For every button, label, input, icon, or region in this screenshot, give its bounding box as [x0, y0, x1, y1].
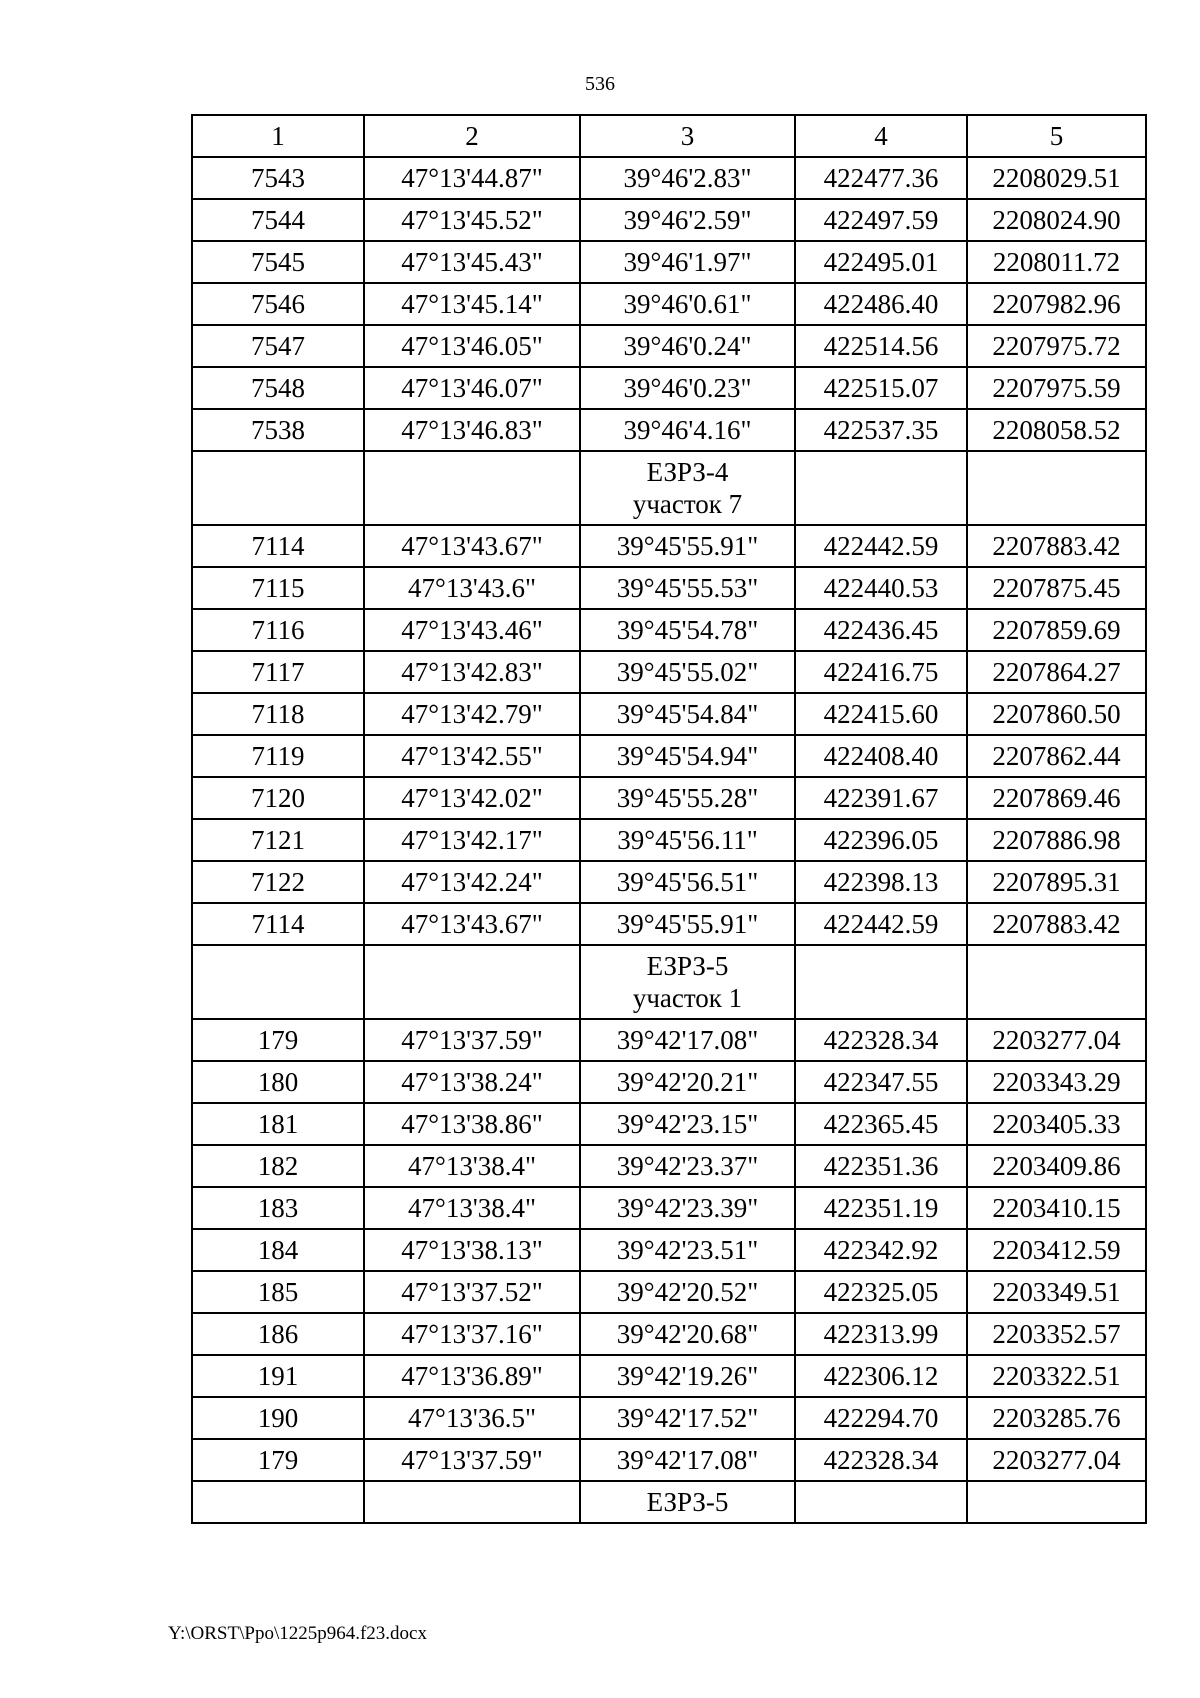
- latitude-cell: 47°13'36.89": [364, 1355, 580, 1397]
- header-cell: 3: [580, 115, 795, 157]
- table-row: [192, 1103, 1146, 1145]
- table-row: [192, 567, 1146, 609]
- empty-cell: [192, 945, 364, 1019]
- latitude-cell: 47°13'37.59": [364, 1019, 580, 1061]
- longitude-cell: 39°46'4.16": [580, 409, 795, 451]
- section-row: [192, 945, 1146, 1019]
- y-coordinate-cell: 2203352.57: [967, 1313, 1146, 1355]
- footer-file-path: Y:\ORST\Ppo\1225p964.f23.docx: [168, 1623, 427, 1644]
- table-row: [192, 777, 1146, 819]
- x-coordinate-cell: 422325.05: [795, 1271, 967, 1313]
- x-coordinate-cell: 422436.45: [795, 609, 967, 651]
- section-plot-label: участок 7: [632, 489, 743, 519]
- table-row: [192, 157, 1146, 199]
- y-coordinate-cell: 2203277.04: [967, 1019, 1146, 1061]
- table-row: [192, 1061, 1146, 1103]
- longitude-cell: 39°45'55.53": [580, 567, 795, 609]
- empty-cell: [795, 945, 967, 1019]
- longitude-cell: 39°46'1.97": [580, 241, 795, 283]
- latitude-cell: 47°13'38.24": [364, 1061, 580, 1103]
- table-row: [192, 199, 1146, 241]
- y-coordinate-cell: 2203410.15: [967, 1187, 1146, 1229]
- longitude-cell: 39°42'20.52": [580, 1271, 795, 1313]
- longitude-cell: 39°42'20.21": [580, 1061, 795, 1103]
- point-number-cell: 7118: [192, 693, 364, 735]
- x-coordinate-cell: 422495.01: [795, 241, 967, 283]
- header-cell: 1: [192, 115, 364, 157]
- y-coordinate-cell: 2207864.27: [967, 651, 1146, 693]
- section-zone-label: ЕЗРЗ-5: [646, 951, 729, 981]
- table-row: [192, 1355, 1146, 1397]
- latitude-cell: 47°13'38.4": [364, 1187, 580, 1229]
- longitude-cell: 39°45'55.91": [580, 525, 795, 567]
- longitude-cell: 39°42'23.15": [580, 1103, 795, 1145]
- x-coordinate-cell: 422313.99: [795, 1313, 967, 1355]
- x-coordinate-cell: 422306.12: [795, 1355, 967, 1397]
- y-coordinate-cell: 2203412.59: [967, 1229, 1146, 1271]
- y-coordinate-cell: 2203322.51: [967, 1355, 1146, 1397]
- longitude-cell: 39°45'56.51": [580, 861, 795, 903]
- section-plot-label: участок 1: [632, 983, 743, 1013]
- table-row: [192, 651, 1146, 693]
- longitude-cell: 39°42'17.52": [580, 1397, 795, 1439]
- x-coordinate-cell: 422477.36: [795, 157, 967, 199]
- x-coordinate-cell: 422408.40: [795, 735, 967, 777]
- latitude-cell: 47°13'42.17": [364, 819, 580, 861]
- latitude-cell: 47°13'38.86": [364, 1103, 580, 1145]
- y-coordinate-cell: 2207886.98: [967, 819, 1146, 861]
- longitude-cell: 39°46'0.24": [580, 325, 795, 367]
- longitude-cell: 39°42'20.68": [580, 1313, 795, 1355]
- section-zone-label: ЕЗРЗ-5: [646, 1487, 729, 1517]
- point-number-cell: 7120: [192, 777, 364, 819]
- header-cell: 5: [967, 115, 1146, 157]
- point-number-cell: 7543: [192, 157, 364, 199]
- x-coordinate-cell: 422328.34: [795, 1019, 967, 1061]
- y-coordinate-cell: 2207860.50: [967, 693, 1146, 735]
- x-coordinate-cell: 422365.45: [795, 1103, 967, 1145]
- point-number-cell: 7538: [192, 409, 364, 451]
- x-coordinate-cell: 422351.19: [795, 1187, 967, 1229]
- longitude-cell: 39°45'56.11": [580, 819, 795, 861]
- table-body: [192, 157, 1146, 1523]
- point-number-cell: 7116: [192, 609, 364, 651]
- latitude-cell: 47°13'43.67": [364, 525, 580, 567]
- longitude-cell: 39°46'0.23": [580, 367, 795, 409]
- latitude-cell: 47°13'42.83": [364, 651, 580, 693]
- point-number-cell: 7119: [192, 735, 364, 777]
- point-number-cell: 184: [192, 1229, 364, 1271]
- point-number-cell: 181: [192, 1103, 364, 1145]
- empty-cell: [967, 1481, 1146, 1523]
- point-number-cell: 7548: [192, 367, 364, 409]
- point-number-cell: 7114: [192, 525, 364, 567]
- y-coordinate-cell: 2203277.04: [967, 1439, 1146, 1481]
- longitude-cell: 39°42'17.08": [580, 1019, 795, 1061]
- empty-cell: [364, 945, 580, 1019]
- latitude-cell: 47°13'43.46": [364, 609, 580, 651]
- latitude-cell: 47°13'45.43": [364, 241, 580, 283]
- y-coordinate-cell: 2207975.72: [967, 325, 1146, 367]
- longitude-cell: 39°45'55.91": [580, 903, 795, 945]
- y-coordinate-cell: 2207895.31: [967, 861, 1146, 903]
- point-number-cell: 186: [192, 1313, 364, 1355]
- table-row: [192, 1397, 1146, 1439]
- table-row: [192, 693, 1146, 735]
- empty-cell: [192, 451, 364, 525]
- latitude-cell: 47°13'42.79": [364, 693, 580, 735]
- table-row: [192, 1439, 1146, 1481]
- latitude-cell: 47°13'38.13": [364, 1229, 580, 1271]
- latitude-cell: 47°13'37.52": [364, 1271, 580, 1313]
- x-coordinate-cell: 422514.56: [795, 325, 967, 367]
- point-number-cell: 7547: [192, 325, 364, 367]
- x-coordinate-cell: 422328.34: [795, 1439, 967, 1481]
- longitude-cell: 39°45'55.02": [580, 651, 795, 693]
- latitude-cell: 47°13'44.87": [364, 157, 580, 199]
- latitude-cell: 47°13'38.4": [364, 1145, 580, 1187]
- y-coordinate-cell: 2207883.42: [967, 903, 1146, 945]
- table-row: [192, 1229, 1146, 1271]
- section-zone-label: ЕЗРЗ-4: [646, 457, 729, 487]
- longitude-cell: 39°42'19.26": [580, 1355, 795, 1397]
- table-row: [192, 1145, 1146, 1187]
- longitude-cell: 39°46'2.59": [580, 199, 795, 241]
- x-coordinate-cell: 422398.13: [795, 861, 967, 903]
- section-label-cell: [580, 451, 795, 525]
- section-label-cell: [580, 945, 795, 1019]
- point-number-cell: 7546: [192, 283, 364, 325]
- table-row: [192, 325, 1146, 367]
- empty-cell: [364, 1481, 580, 1523]
- point-number-cell: 179: [192, 1019, 364, 1061]
- x-coordinate-cell: 422442.59: [795, 903, 967, 945]
- point-number-cell: 7544: [192, 199, 364, 241]
- y-coordinate-cell: 2203285.76: [967, 1397, 1146, 1439]
- y-coordinate-cell: 2207859.69: [967, 609, 1146, 651]
- point-number-cell: 7115: [192, 567, 364, 609]
- point-number-cell: 7122: [192, 861, 364, 903]
- latitude-cell: 47°13'37.16": [364, 1313, 580, 1355]
- point-number-cell: 179: [192, 1439, 364, 1481]
- y-coordinate-cell: 2208024.90: [967, 199, 1146, 241]
- x-coordinate-cell: 422442.59: [795, 525, 967, 567]
- x-coordinate-cell: 422396.05: [795, 819, 967, 861]
- x-coordinate-cell: 422497.59: [795, 199, 967, 241]
- table-header-row: [192, 115, 1146, 157]
- point-number-cell: 180: [192, 1061, 364, 1103]
- latitude-cell: 47°13'36.5": [364, 1397, 580, 1439]
- table-row: [192, 903, 1146, 945]
- header-cell: 2: [364, 115, 580, 157]
- latitude-cell: 47°13'43.67": [364, 903, 580, 945]
- empty-cell: [795, 1481, 967, 1523]
- y-coordinate-cell: 2203349.51: [967, 1271, 1146, 1313]
- point-number-cell: 7117: [192, 651, 364, 693]
- empty-cell: [967, 451, 1146, 525]
- table-row: [192, 819, 1146, 861]
- table-row: [192, 409, 1146, 451]
- y-coordinate-cell: 2207982.96: [967, 283, 1146, 325]
- x-coordinate-cell: 422351.36: [795, 1145, 967, 1187]
- latitude-cell: 47°13'42.02": [364, 777, 580, 819]
- longitude-cell: 39°42'23.51": [580, 1229, 795, 1271]
- point-number-cell: 185: [192, 1271, 364, 1313]
- header-cell: 4: [795, 115, 967, 157]
- table-row: [192, 735, 1146, 777]
- point-number-cell: 183: [192, 1187, 364, 1229]
- coordinates-table: [191, 114, 1147, 1524]
- y-coordinate-cell: 2207875.45: [967, 567, 1146, 609]
- table-row: [192, 609, 1146, 651]
- table-row: [192, 525, 1146, 567]
- latitude-cell: 47°13'43.6": [364, 567, 580, 609]
- table-row: [192, 241, 1146, 283]
- point-number-cell: 182: [192, 1145, 364, 1187]
- x-coordinate-cell: 422391.67: [795, 777, 967, 819]
- empty-cell: [364, 451, 580, 525]
- table-row: [192, 283, 1146, 325]
- table-row: [192, 861, 1146, 903]
- latitude-cell: 47°13'46.83": [364, 409, 580, 451]
- longitude-cell: 39°45'54.94": [580, 735, 795, 777]
- longitude-cell: 39°45'55.28": [580, 777, 795, 819]
- x-coordinate-cell: 422440.53: [795, 567, 967, 609]
- y-coordinate-cell: 2208029.51: [967, 157, 1146, 199]
- x-coordinate-cell: 422347.55: [795, 1061, 967, 1103]
- y-coordinate-cell: 2203409.86: [967, 1145, 1146, 1187]
- y-coordinate-cell: 2207883.42: [967, 525, 1146, 567]
- y-coordinate-cell: 2207869.46: [967, 777, 1146, 819]
- table-row: [192, 1187, 1146, 1229]
- longitude-cell: 39°46'2.83": [580, 157, 795, 199]
- longitude-cell: 39°42'23.39": [580, 1187, 795, 1229]
- table-row: [192, 1271, 1146, 1313]
- x-coordinate-cell: 422416.75: [795, 651, 967, 693]
- point-number-cell: 7121: [192, 819, 364, 861]
- point-number-cell: 191: [192, 1355, 364, 1397]
- point-number-cell: 7114: [192, 903, 364, 945]
- table-row: [192, 1019, 1146, 1061]
- longitude-cell: 39°42'17.08": [580, 1439, 795, 1481]
- empty-cell: [192, 1481, 364, 1523]
- y-coordinate-cell: 2208058.52: [967, 409, 1146, 451]
- empty-cell: [795, 451, 967, 525]
- latitude-cell: 47°13'46.05": [364, 325, 580, 367]
- y-coordinate-cell: 2208011.72: [967, 241, 1146, 283]
- x-coordinate-cell: 422515.07: [795, 367, 967, 409]
- table-row: [192, 1313, 1146, 1355]
- point-number-cell: 7545: [192, 241, 364, 283]
- latitude-cell: 47°13'45.14": [364, 283, 580, 325]
- section-row: [192, 1481, 1146, 1523]
- y-coordinate-cell: 2207975.59: [967, 367, 1146, 409]
- x-coordinate-cell: 422342.92: [795, 1229, 967, 1271]
- x-coordinate-cell: 422486.40: [795, 283, 967, 325]
- latitude-cell: 47°13'37.59": [364, 1439, 580, 1481]
- x-coordinate-cell: 422294.70: [795, 1397, 967, 1439]
- point-number-cell: 190: [192, 1397, 364, 1439]
- latitude-cell: 47°13'42.55": [364, 735, 580, 777]
- y-coordinate-cell: 2203343.29: [967, 1061, 1146, 1103]
- table-row: [192, 367, 1146, 409]
- latitude-cell: 47°13'42.24": [364, 861, 580, 903]
- y-coordinate-cell: 2203405.33: [967, 1103, 1146, 1145]
- x-coordinate-cell: 422415.60: [795, 693, 967, 735]
- section-row: [192, 451, 1146, 525]
- x-coordinate-cell: 422537.35: [795, 409, 967, 451]
- latitude-cell: 47°13'45.52": [364, 199, 580, 241]
- longitude-cell: 39°42'23.37": [580, 1145, 795, 1187]
- section-label-cell: [580, 1481, 795, 1523]
- longitude-cell: 39°46'0.61": [580, 283, 795, 325]
- longitude-cell: 39°45'54.84": [580, 693, 795, 735]
- empty-cell: [967, 945, 1146, 1019]
- longitude-cell: 39°45'54.78": [580, 609, 795, 651]
- page-number: 536: [585, 73, 615, 95]
- latitude-cell: 47°13'46.07": [364, 367, 580, 409]
- y-coordinate-cell: 2207862.44: [967, 735, 1146, 777]
